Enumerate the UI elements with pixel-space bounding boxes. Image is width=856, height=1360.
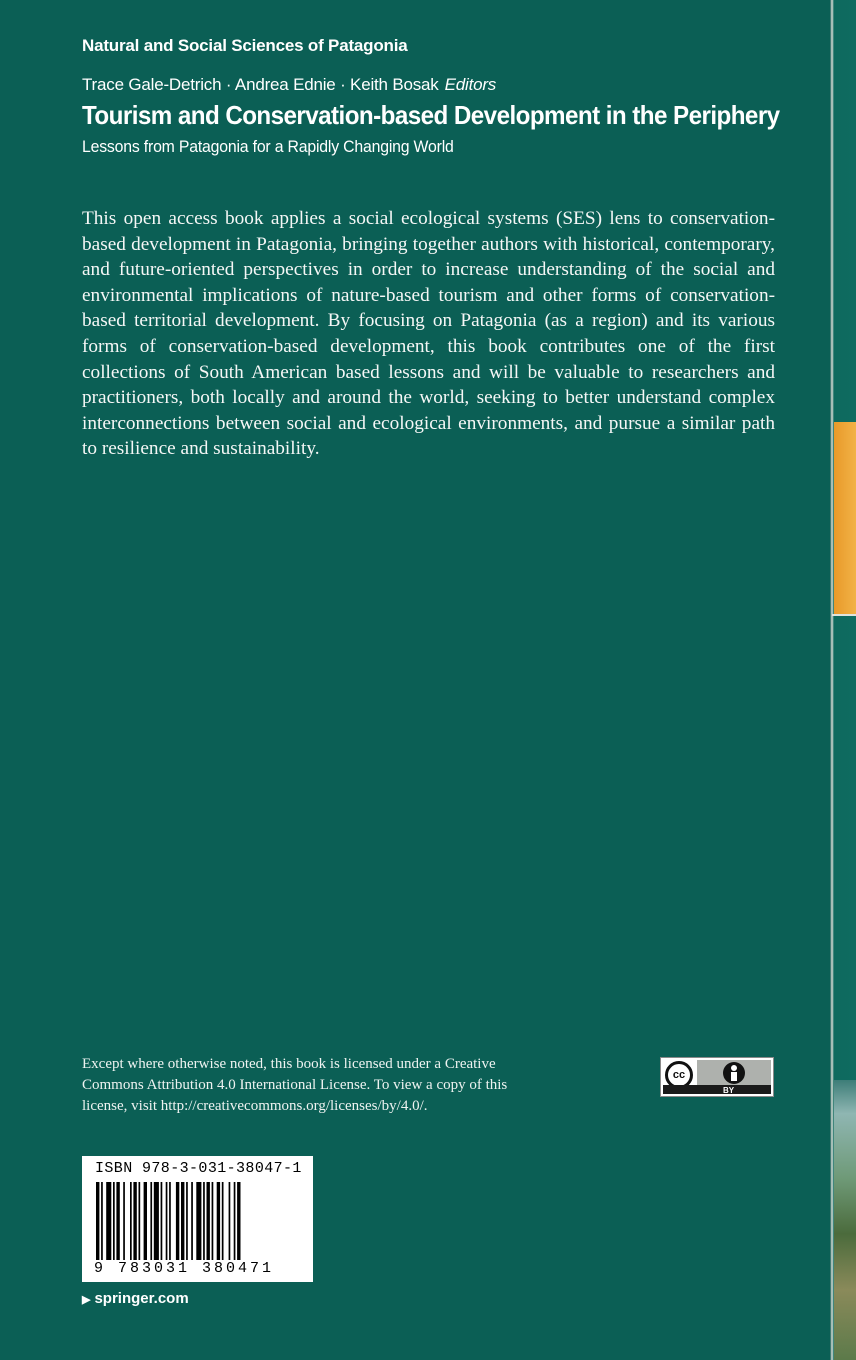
spine-accent-stripe — [834, 422, 856, 614]
springer-link-label: springer.com — [94, 1290, 189, 1307]
book-title: Tourism and Conservation-based Development in the Periphery — [82, 100, 780, 130]
spine-landscape-photo — [834, 1080, 856, 1360]
cc-by-badge[interactable] — [660, 1057, 774, 1097]
isbn-text: ISBN 978-3-031-38047-1 — [95, 1160, 302, 1177]
isbn-barcode-block — [82, 1156, 313, 1282]
series-title: Natural and Social Sciences of Patagonia — [82, 36, 408, 55]
license-notice: Except where otherwise noted, this book is licensed under a Creative Commons Attribution 4.0 International License. To view a copy of this license, visit http://creativecommons.org/licenses/by/4.0/. — [82, 1056, 508, 1114]
book-abstract: This open access book applies a social ecological systems (SES) lens to conservation-based development in Patagonia, bringing together authors with historical, contemporary, and future-oriented perspectives in order to increase understanding of the social and environmental implications of nature-based tourism and other forms of conservation-based territorial development. By focusing on Patagonia (as a region) and its various forms of conservation-based development, this book contributes one of the first collections of South American based lessons and will be valuable to researchers and practitioners, both locally and around the world, seeking to better understand complex interconnections between social and ecological environments, and pursue a similar path to resilience and sustainability. — [82, 208, 775, 460]
editors-role: Editors — [444, 75, 497, 94]
by-label: BY — [723, 1086, 735, 1095]
barcode-digits: 9 783031 380471 — [94, 1260, 275, 1277]
arrow-right-icon: ▶ — [82, 1294, 91, 1306]
book-subtitle: Lessons from Patagonia for a Rapidly Changing World — [82, 137, 454, 156]
attribution-icon — [723, 1062, 745, 1084]
spine-divider — [832, 614, 856, 616]
springer-link[interactable] — [82, 1290, 189, 1307]
editor-names: Trace Gale-Detrich · Andrea Ednie · Keith Bosak — [82, 75, 439, 94]
barcode-icon — [96, 1182, 302, 1268]
cc-badge-bar — [663, 1085, 771, 1094]
editors-line — [82, 75, 496, 95]
cc-icon: cc — [665, 1061, 693, 1089]
